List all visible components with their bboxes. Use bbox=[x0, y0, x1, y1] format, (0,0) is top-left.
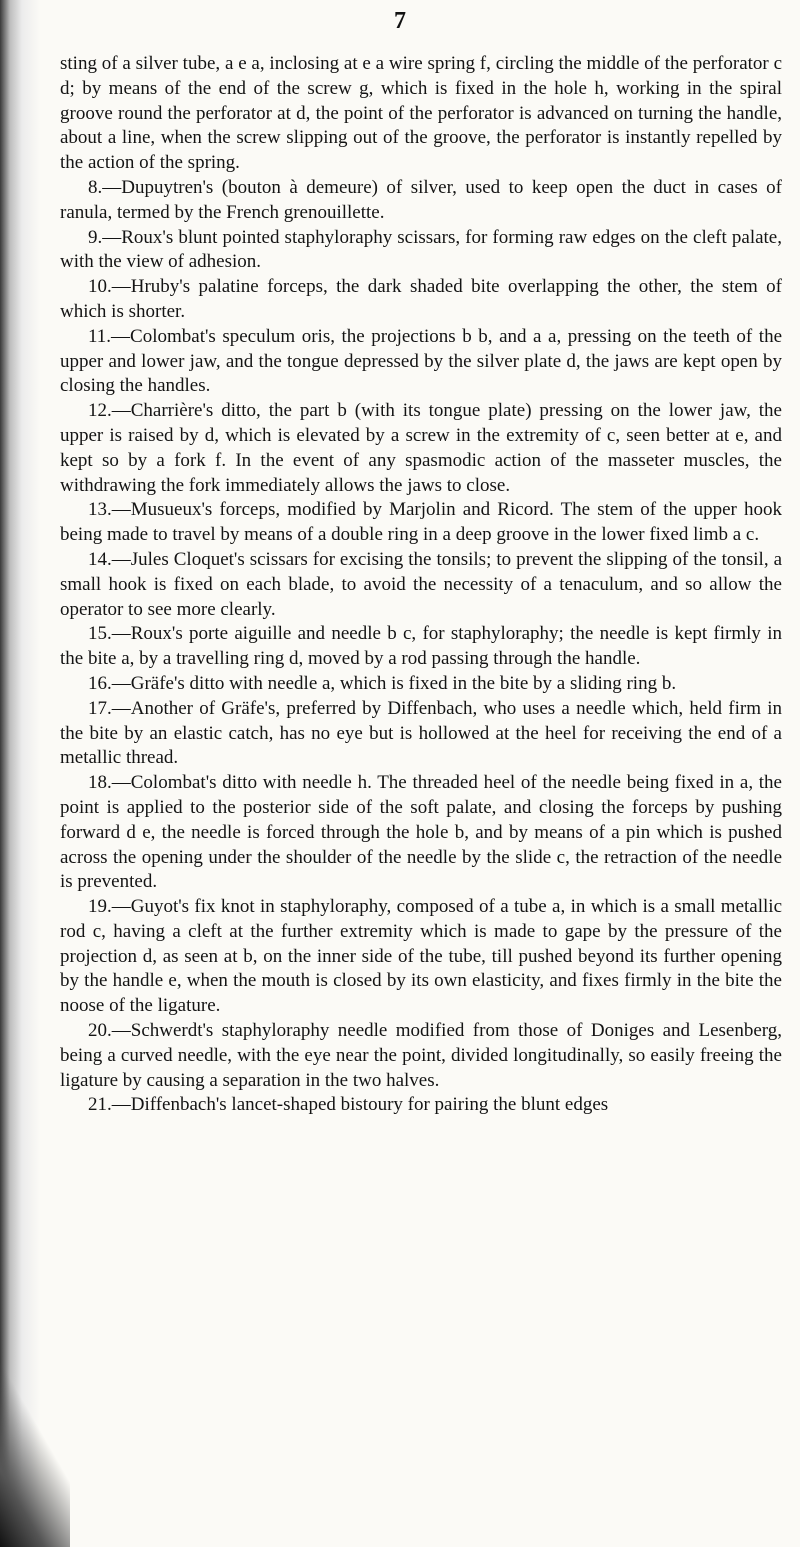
paragraph-item-21: 21.—Diffenbach's lancet-shaped bistoury for pairing the blunt edges bbox=[88, 1094, 609, 1116]
paragraph-item-13: 13.—Musueux's forceps, modified by Marjolin and Ricord. The stem of the upper hook being made to travel by means of a double ring in a deep groove in the lower fixed limb a c. bbox=[60, 499, 782, 546]
paragraph-item-16: 16.—Gräfe's ditto with needle a, which is fixed in the bite by a sliding ring b. bbox=[88, 672, 677, 694]
corner-shadow bbox=[0, 1357, 70, 1547]
paragraph-item-17: 17.—Another of Gräfe's, preferred by Diffenbach, who uses a needle which, held firm in the bite by an elastic catch, has no eye but is hollowed at the heel for receiving the end of a metallic thread. bbox=[60, 697, 782, 769]
page-number: 7 bbox=[394, 8, 406, 34]
paragraph-item-18: 18.—Colombat's ditto with needle h. The threaded heel of the needle being fixed in a, the point is applied to the posterior side of the soft palate, and closing the forceps by pushing forward d e, the needle is forced through the hole b, and by means of a pin which is pushed across the opening under the shoulder of the needle by the slide c, the retraction of the needle is prevented. bbox=[60, 772, 782, 893]
paragraph-item-10: 10.—Hruby's palatine forceps, the dark shaded bite overlapping the other, the stem of which is shorter. bbox=[60, 276, 782, 322]
paragraph-item-19: 19.—Guyot's fix knot in staphyloraphy, composed of a tube a, in which is a small metallic rod c, having a cleft at the further extremity which is made to gape by the pressure of the projection d, as seen at b, on the inner side of the tube, till pushed beyond its further opening by the handle e, when the mouth is closed by its own elasticity, and fixes firmly in the bite the noose of the ligature. bbox=[60, 896, 782, 1017]
paragraph-item-20: 20.—Schwerdt's staphyloraphy needle modified from those of Doniges and Lesenberg, being a curved needle, with the eye near the point, divided longitudinally, so easily freeing the ligature by causing a separation in the two halves. bbox=[60, 1020, 782, 1091]
paragraph-item-15: 15.—Roux's porte aiguille and needle b c, for staphyloraphy; the needle is kept firmly in the bite a, by a travelling ring d, moved by a rod passing through the handle. bbox=[60, 623, 782, 670]
paragraph-continued: sting of a silver tube, a e a, inclosing at e a wire spring f, circling the middle of the perforator c d; by means of the end of the screw g, which is fixed in the hole h, working in the spiral groove round the perforator at d, the point of the perforator is advanced on turning the handle, about a line, when the screw slipping out of the groove, the perforator is instantly repelled by the action of the spring. bbox=[60, 53, 782, 174]
paragraph-item-8: 8.—Dupuytren's (bouton à demeure) of silver, used to keep open the duct in cases of ranula, termed by the French grenouillette. bbox=[60, 176, 782, 223]
paragraph-item-9: 9.—Roux's blunt pointed staphyloraphy scissars, for forming raw edges on the cleft palate, with the view of adhesion. bbox=[60, 226, 782, 273]
paragraph-item-12: 12.—Charrière's ditto, the part b (with its tongue plate) pressing on the lower jaw, the upper is raised by d, which is elevated by a screw in the extremity of c, seen better at e, and kept so by a fork f. In the event of any spasmodic action of the masseter muscles, the withdrawing the fork immediately allows the jaws to close. bbox=[60, 400, 782, 496]
binding-shadow bbox=[0, 0, 40, 1547]
paragraph-item-11: 11.—Colombat's speculum oris, the projections b b, and a a, pressing on the teeth of the upper and lower jaw, and the tongue depressed by the silver plate d, the jaws are kept open by closing the handles. bbox=[60, 325, 782, 397]
body-text bbox=[60, 52, 782, 1118]
paragraph-item-14: 14.—Jules Cloquet's scissars for excising the tonsils; to prevent the slipping of the tonsil, a small hook is fixed on each blade, to avoid the necessity of a tenaculum, and so allow the operator to see more clearly. bbox=[60, 548, 782, 620]
